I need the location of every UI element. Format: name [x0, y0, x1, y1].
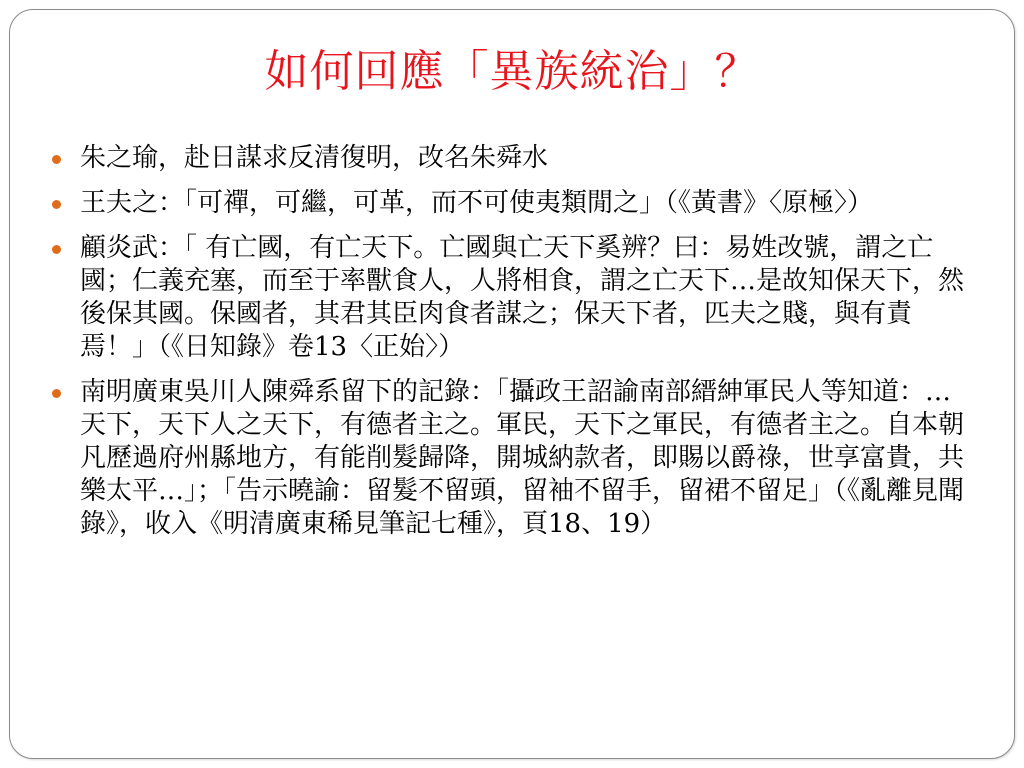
bullet-list — [44, 142, 974, 553]
bullet-dot-icon — [52, 200, 61, 209]
slide-title: 如何回應「異族統治」？ — [264, 46, 760, 97]
bullet-text: 顧炎武：「 有亡國，有亡天下。亡國與亡天下奚辨？曰：易姓改號，謂之亡國；仁義充塞，而至于率獸食人，人將相食，謂之亡天下…是故知保天下，然後保其國。保國者，其君其臣肉食者謀之；保天下者，匹夫之賤，與有責焉！」（《日知錄》卷13〈正始〉） — [80, 233, 965, 362]
bullet-text: 南明廣東吳川人陳舜系留下的記錄：「攝政王詔諭南部縉紳軍民人等知道：…天下，天下人之天下，有德者主之。軍民，天下之軍民，有德者主之。自本朝凡歷過府州縣地方，有能削髮歸降，開城納款者，即賜以爵祿，世享富貴，共樂太平…」；「告示曉諭：留髮不留頭，留袖不留手，留裙不留足」（《亂離見聞錄》，收入《明清廣東稀見筆記七種》，頁18、19） — [80, 377, 965, 539]
bullet-text: 朱之瑜，赴日謀求反清復明，改名朱舜水 — [80, 143, 549, 173]
bullet-item — [44, 232, 974, 364]
bullet-dot-icon — [52, 389, 61, 398]
bullet-item — [44, 142, 974, 175]
bullet-item — [44, 187, 974, 220]
bullet-item — [44, 376, 974, 541]
bullet-dot-icon — [52, 155, 61, 164]
bullet-text: 王夫之：「可禪，可繼，可革，而不可使夷類閒之」（《黃書》〈原極〉） — [80, 188, 874, 218]
bullet-dot-icon — [52, 245, 61, 254]
